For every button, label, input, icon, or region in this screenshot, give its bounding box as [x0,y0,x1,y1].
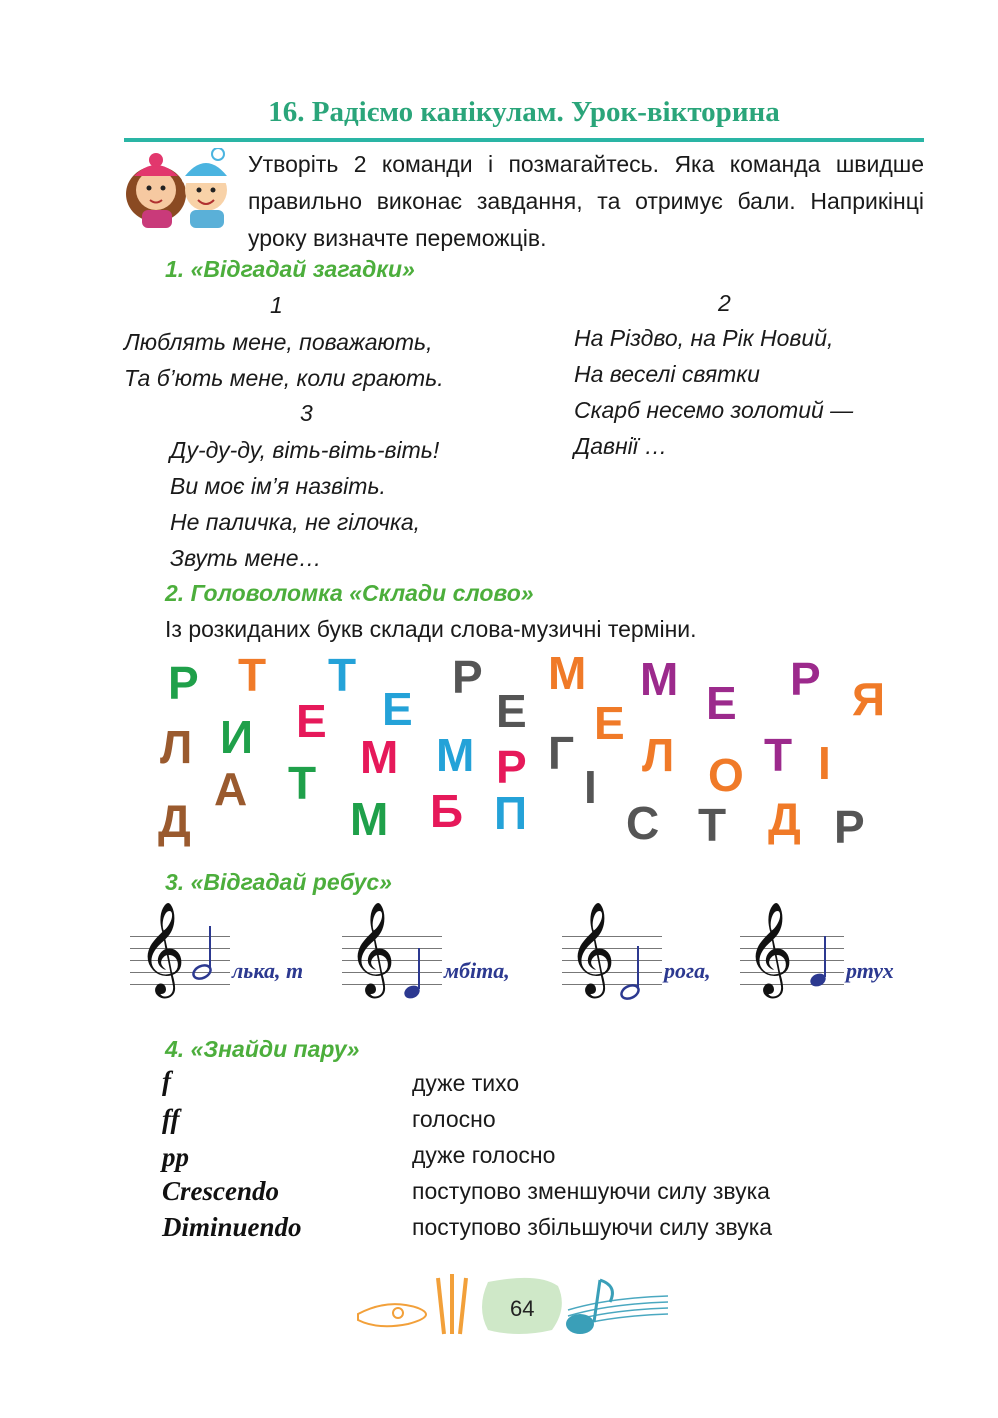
half-note-icon [190,922,220,984]
dynamic-meaning: поступово зменшуючи силу звука [412,1178,770,1204]
scattered-letter: Т [328,649,357,701]
scattered-letter: Л [642,729,675,781]
page-number: 64 [510,1296,535,1321]
scattered-letter: А [214,763,248,815]
dynamic-meaning: голосно [412,1106,496,1132]
treble-clef-icon: 𝄞 [568,901,616,994]
scattered-letter: М [436,729,475,781]
task1-heading: 1. «Відгадай загадки» [165,256,415,282]
scattered-letter: Е [296,695,327,747]
task4-heading: 4. «Знайди пару» [165,1036,360,1062]
rebus-row [126,901,936,1012]
half-note-icon [618,942,648,1002]
riddle3-line: Ви моє ім’я назвіть. [170,473,386,499]
quarter-note-icon [402,942,432,1002]
scattered-letter: Т [288,757,317,809]
scattered-letter: І [584,761,597,813]
riddle1-number: 1 [270,292,283,318]
page-title: 16. Радіємо канікулам. Урок-вікторина [268,96,780,128]
intro-paragraph: Утворіть 2 команди і позмагайтесь. Яка команда швидше правильно виконає завдання, та отримує бали. Наприкінці уроку визначте переможців. [248,151,924,251]
rebus-part: рога, [664,958,711,983]
task3-heading: 3. «Відгадай ребус» [165,869,392,895]
rebus-part: мбіта, [444,958,510,983]
scattered-letter: Д [158,795,191,847]
scattered-letter: Е [706,677,737,729]
riddle2-line: Скарб несемо золотий — [574,397,854,423]
dynamic-meaning: дуже голосно [412,1142,556,1168]
scattered-letter: М [548,647,587,699]
scattered-letter: Т [764,729,793,781]
children-illustration [120,148,246,228]
dynamic-term: f [162,1066,171,1096]
dynamic-meaning: дуже тихо [412,1070,520,1096]
riddle2-line: Давнії … [574,433,668,459]
scattered-letter: Б [430,785,464,837]
quarter-note-icon [808,932,838,992]
task2-instruction: Із розкиданих букв склади слова-музичні терміни. [165,616,697,642]
riddle3 [170,432,439,576]
scattered-letter: С [626,797,660,849]
riddle2 [574,320,853,464]
scattered-letter: Д [768,793,801,845]
scattered-letter: Я [852,673,886,725]
treble-clef-icon: 𝄞 [348,901,396,994]
scattered-letter: Р [496,741,527,793]
dynamic-term: Diminuendo [162,1212,302,1242]
treble-clef-icon: 𝄞 [746,901,794,994]
scattered-letter: М [350,793,389,845]
scattered-letter: Р [834,801,865,853]
rebus-part: лька, т [232,958,304,983]
riddle3-line: Звуть мене… [170,545,322,571]
footer-decoration [348,1268,670,1344]
dynamic-term: Crescendo [162,1176,279,1206]
scattered-letter: И [220,711,254,763]
dynamic-term: pp [162,1142,189,1172]
dynamic-term: ff [162,1104,180,1134]
scattered-letter: М [640,653,679,705]
scattered-letter: О [708,749,744,801]
scattered-letter: Е [382,683,413,735]
scattered-letter: Е [496,685,527,737]
title-divider [124,138,924,142]
riddle1-line: Люблять мене, поважають, [124,329,433,355]
scattered-letter: М [360,731,399,783]
riddle2-line: На Різдво, на Рік Новий, [574,325,834,351]
scattered-letter: Г [548,727,575,779]
rebus-part: ртух [846,958,894,983]
riddle3-number: 3 [300,400,313,426]
scattered-letter: Р [452,651,483,703]
riddle1 [124,324,444,396]
treble-clef-icon: 𝄞 [138,901,186,994]
riddle1-line: Та б’ють мене, коли грають. [124,365,444,391]
riddle2-line: На веселі святки [574,361,760,387]
scattered-letter: Т [238,649,267,701]
riddle2-number: 2 [718,290,731,316]
task2-heading: 2. Головоломка «Склади слово» [165,580,534,606]
dynamic-meaning: поступово збільшуючи силу звука [412,1214,773,1240]
scattered-letter: Е [594,697,625,749]
scattered-letter: Р [790,653,821,705]
scattered-letter: Т [698,799,727,851]
riddle3-line: Не паличка, не гілочка, [170,509,421,535]
scattered-letter: Р [168,657,199,709]
scattered-letter: П [494,787,528,839]
scattered-letter: І [818,737,831,789]
scattered-letter: Л [160,721,193,773]
riddle3-line: Ду-ду-ду, віть-віть-віть! [170,437,440,463]
